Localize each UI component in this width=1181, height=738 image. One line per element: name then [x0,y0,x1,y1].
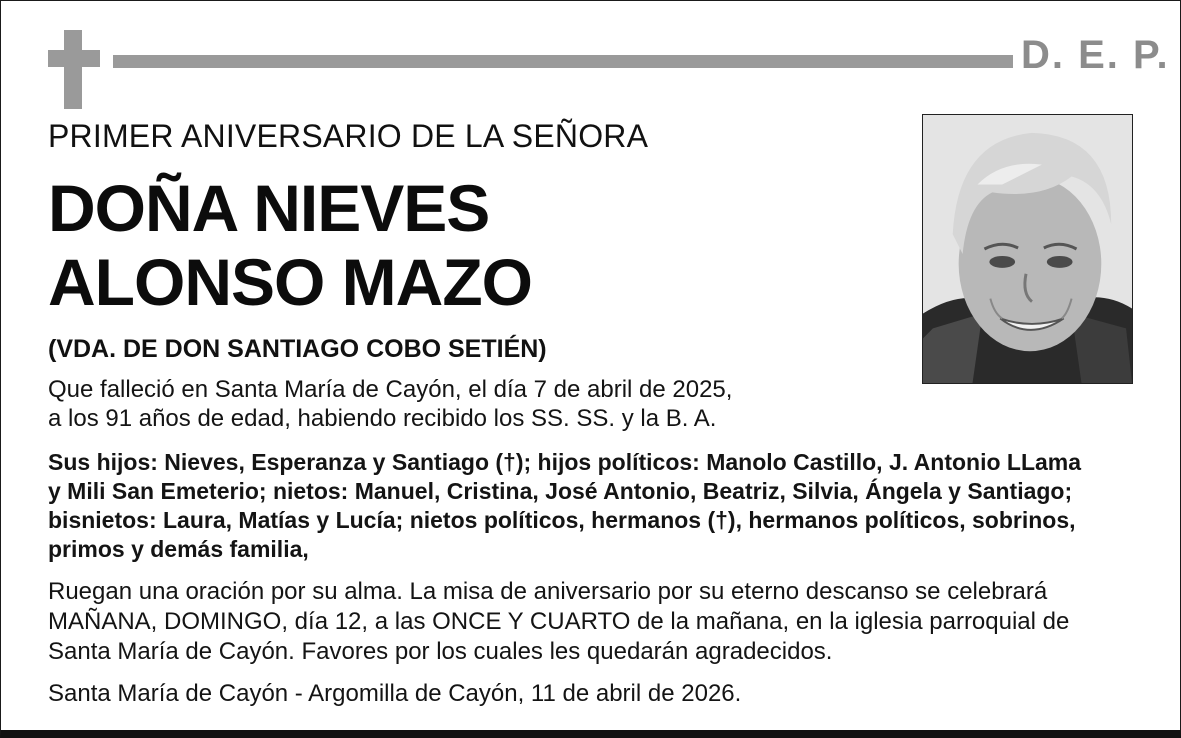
cross-icon-horizontal-bar [48,50,100,67]
dep-mark: D. E. P. [1021,33,1170,77]
notice-subtitle: PRIMER ANIVERSARIO DE LA SEÑORA [48,118,649,154]
portrait-photo [922,114,1133,384]
mass-announcement [48,577,1069,667]
portrait-photo-icon [923,115,1132,383]
widow-of-line: (VDA. DE DON SANTIAGO COBO SETIÉN) [48,335,547,363]
cross-icon-vertical-bar [64,30,82,109]
death-details-line: Que falleció en Santa María de Cayón, el día 7 de abril de 2025, [48,376,733,403]
family-list-line: y Mili San Emeterio; nietos: Manuel, Cristina, José Antonio, Beatriz, Silvia, Ángela y Santiago; [48,478,1073,504]
family-list-line: Sus hijos: Nieves, Esperanza y Santiago (†); hijos políticos: Manolo Castillo, J. Antonio LLama [48,449,1082,475]
death-details-line: a los 91 años de edad, habiendo recibido los SS. SS. y la B. A. [48,405,717,432]
place-and-date: Santa María de Cayón - Argomilla de Cayón, 11 de abril de 2026. [48,680,742,707]
family-list [48,448,1081,564]
family-list-line: primos y demás familia, [48,536,309,562]
mass-announcement-line: Santa María de Cayón. Favores por los cuales les quedarán agradecidos. [48,638,833,665]
mass-announcement-line: MAÑANA, DOMINGO, día 12, a las ONCE Y CUARTO de la mañana, en la iglesia parroquial de [48,608,1070,635]
mass-announcement-line: Ruegan una oración por su alma. La misa de aniversario por su eterno descanso se celebrará [48,578,1048,605]
deceased-name-line2: ALONSO MAZO [48,245,532,319]
header-rule [113,55,1013,68]
deceased-name-line1: DOÑA NIEVES [48,171,490,245]
death-details [48,375,732,433]
family-list-line: bisnietos: Laura, Matías y Lucía; nietos políticos, hermanos (†), hermanos políticos, sobrinos, [48,507,1076,533]
